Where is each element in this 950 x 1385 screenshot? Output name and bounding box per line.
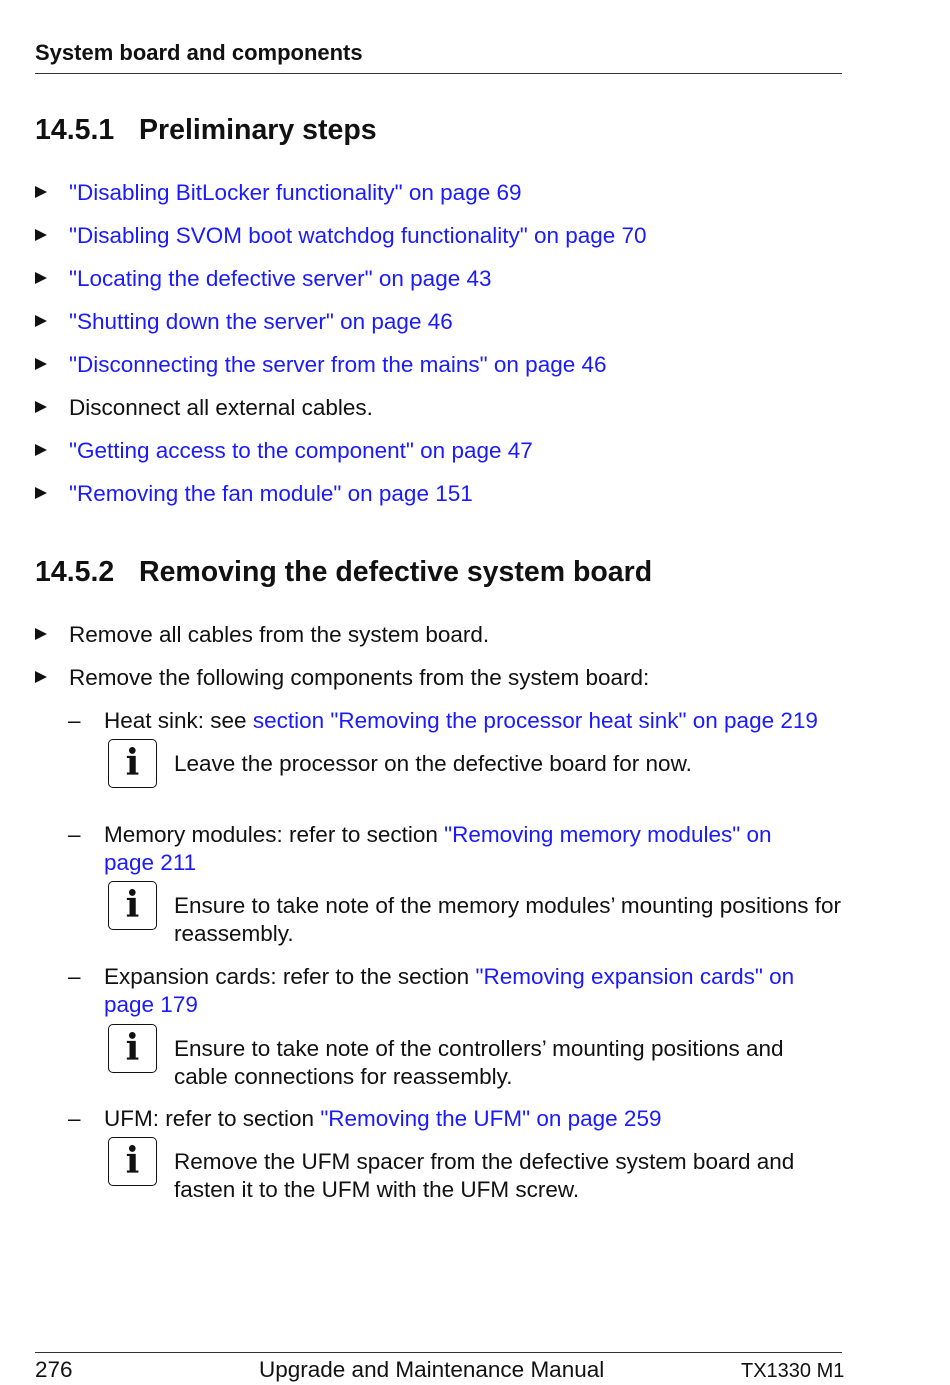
link-removing-memory-modules[interactable]: "Removing memory modules" on page 211: [104, 822, 772, 875]
right-triangle-bullet-icon: [35, 401, 47, 413]
manual-title: Upgrade and Maintenance Manual: [259, 1357, 605, 1382]
page-number: 276: [35, 1357, 73, 1382]
note-text: Remove the UFM spacer from the defective system board and fasten it to the UFM with the UFM screw.: [174, 1149, 795, 1202]
right-triangle-bullet-icon: [35, 186, 47, 198]
right-triangle-bullet-icon: [35, 671, 47, 683]
right-triangle-bullet-icon: [35, 229, 47, 241]
note-text: Leave the processor on the defective board for now.: [174, 751, 692, 776]
note-text: Ensure to take note of the memory modules’ mounting positions for reassembly.: [174, 893, 842, 946]
info-icon: i: [108, 881, 157, 930]
info-icon: i: [108, 1024, 157, 1073]
sub-item-prefix: Heat sink: see: [104, 708, 253, 733]
right-triangle-bullet-icon: [35, 444, 47, 456]
sub-item-prefix: UFM: refer to section: [104, 1106, 321, 1131]
link-locating-server[interactable]: "Locating the defective server" on page 43: [69, 266, 492, 291]
right-triangle-bullet-icon: [35, 628, 47, 640]
model-name: TX1330 M1: [741, 1360, 845, 1382]
right-triangle-bullet-icon: [35, 272, 47, 284]
section-heading-preliminary-steps: [35, 114, 377, 147]
footer-divider: [35, 1352, 842, 1353]
dash-bullet: –: [68, 1106, 81, 1131]
dash-bullet: –: [68, 964, 81, 989]
info-icon: i: [108, 739, 157, 788]
link-removing-ufm[interactable]: "Removing the UFM" on page 259: [320, 1106, 662, 1131]
sub-item-prefix: Memory modules: refer to section: [104, 822, 445, 847]
dash-bullet: –: [68, 708, 81, 733]
link-disconnecting-mains[interactable]: "Disconnecting the server from the mains" on page 46: [69, 352, 607, 377]
note-text: Ensure to take note of the controllers’ mounting positions and cable connections for reassembly.: [174, 1036, 784, 1089]
link-removing-heat-sink[interactable]: section "Removing the processor heat sink" on page 219: [252, 708, 818, 733]
list-item-text: Remove the following components from the system board:: [69, 665, 650, 690]
link-removing-fan-module[interactable]: "Removing the fan module" on page 151: [69, 481, 473, 506]
list-item-text: Remove all cables from the system board.: [69, 622, 490, 647]
right-triangle-bullet-icon: [35, 315, 47, 327]
section-title: Preliminary steps: [139, 114, 377, 146]
info-icon: i: [108, 1137, 157, 1186]
right-triangle-bullet-icon: [35, 487, 47, 499]
link-shutting-down[interactable]: "Shutting down the server" on page 46: [69, 309, 453, 334]
dash-bullet: –: [68, 822, 81, 847]
header-divider: [35, 73, 842, 74]
link-removing-expansion-cards[interactable]: "Removing expansion cards" on page 179: [104, 964, 795, 1017]
right-triangle-bullet-icon: [35, 358, 47, 370]
list-item-text: Disconnect all external cables.: [69, 395, 373, 420]
sub-item-prefix: Expansion cards: refer to the section: [104, 964, 476, 989]
link-disabling-bitlocker[interactable]: "Disabling BitLocker functionality" on page 69: [69, 180, 522, 205]
running-header: System board and components: [35, 40, 363, 65]
section-heading-removing-system-board: [35, 556, 652, 589]
section-number: 14.5.1: [35, 114, 115, 146]
link-getting-access[interactable]: "Getting access to the component" on page 47: [69, 438, 533, 463]
link-disabling-svom[interactable]: "Disabling SVOM boot watchdog functionality" on page 70: [69, 223, 647, 248]
section-number: 14.5.2: [35, 556, 115, 588]
section-title: Removing the defective system board: [139, 556, 653, 588]
